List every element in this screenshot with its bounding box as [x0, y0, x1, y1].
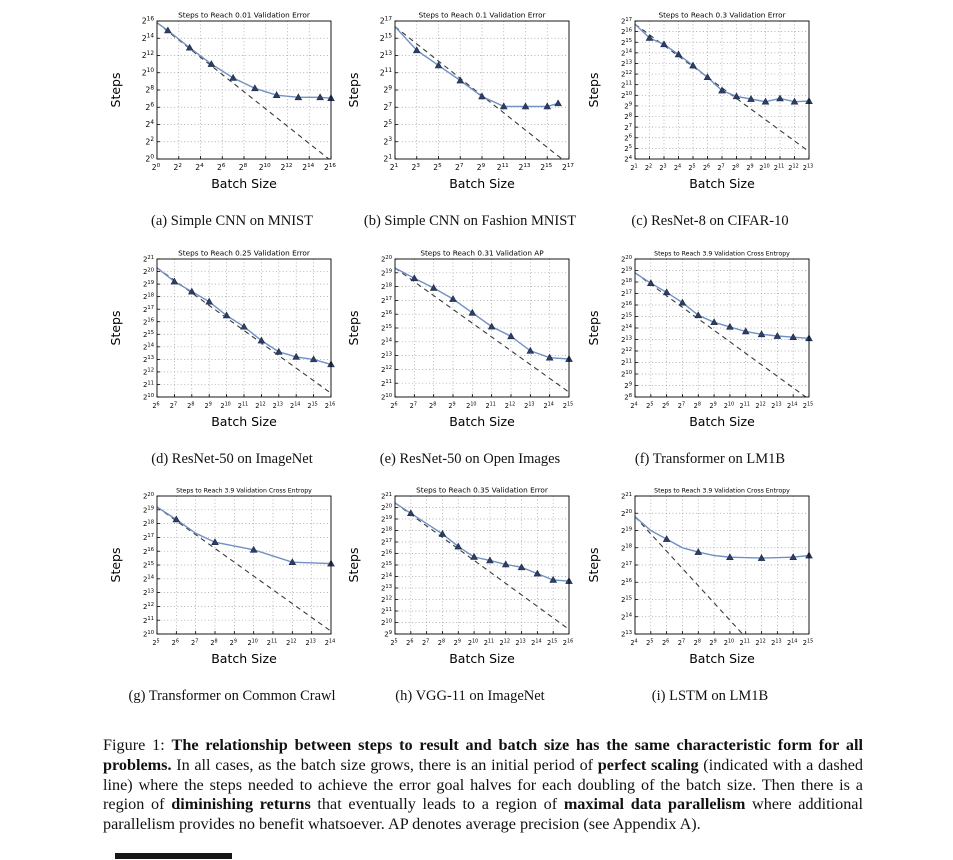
subplot-h-caption: (h) VGG-11 on ImageNet	[395, 688, 545, 704]
svg-text:212: $2^{12}$	[380, 595, 392, 605]
svg-text:210: $2^{10}$	[723, 401, 735, 410]
svg-text:27: $2^7$	[421, 638, 430, 647]
svg-text:218: $2^{18}$	[620, 543, 632, 553]
svg-text:210: $2^{10}$	[620, 369, 632, 379]
svg-text:219: $2^{19}$	[142, 279, 154, 289]
svg-text:221: $2^{21}$	[380, 491, 392, 501]
subplot-e	[345, 246, 595, 468]
svg-text:211: $2^{11}$	[379, 68, 392, 78]
subplot-i-chart	[585, 483, 835, 675]
svg-text:214: $2^{14}$	[620, 612, 632, 622]
subplot-i-ylabel: Steps	[586, 547, 601, 583]
svg-text:27: $2^7$	[455, 162, 464, 172]
svg-text:215: $2^{15}$	[380, 323, 392, 333]
svg-text:24: $2^4$	[145, 119, 154, 130]
svg-text:26: $2^6$	[702, 163, 711, 172]
svg-text:22: $2^2$	[644, 163, 653, 172]
svg-text:210: $2^{10}$	[142, 392, 154, 402]
svg-text:23: $2^3$	[659, 163, 667, 172]
subplot-a-ylabel: Steps	[108, 72, 123, 108]
svg-text:29: $2^9$	[624, 101, 632, 111]
svg-text:29: $2^9$	[384, 629, 392, 639]
svg-text:214: $2^{14}$	[543, 401, 554, 410]
svg-text:26: $2^6$	[152, 401, 160, 410]
svg-text:212: $2^{12}$	[499, 638, 510, 647]
svg-text:211: $2^{11}$	[483, 638, 495, 647]
svg-text:215: $2^{15}$	[620, 595, 632, 605]
svg-text:26: $2^6$	[624, 133, 632, 143]
svg-text:214: $2^{14}$	[620, 323, 632, 333]
svg-text:213: $2^{13}$	[620, 59, 632, 69]
svg-text:214: $2^{14}$	[289, 401, 301, 410]
subplot-c-xlabel: Batch Size	[689, 176, 755, 191]
svg-text:29: $2^9$	[476, 162, 486, 172]
subplot-f-caption: (f) Transformer on LM1B	[634, 451, 786, 467]
subplot-f-xlabel: Batch Size	[689, 414, 755, 429]
subplot-h-title: Steps to Reach 0.35 Validation Error	[416, 485, 548, 495]
svg-text:217: $2^{17}$	[380, 296, 392, 305]
svg-text:211: $2^{11}$	[496, 162, 509, 172]
svg-text:215: $2^{15}$	[307, 401, 318, 410]
subplot-e-chart	[345, 246, 595, 438]
svg-text:216: $2^{16}$	[324, 162, 336, 172]
svg-text:24: $2^4$	[630, 638, 638, 647]
bottom-bar	[115, 853, 232, 859]
svg-text:213: $2^{13}$	[380, 583, 392, 593]
svg-text:214: $2^{14}$	[142, 574, 154, 584]
svg-text:29: $2^9$	[204, 401, 212, 410]
subplot-c-title: Steps to Reach 0.3 Validation Error	[658, 10, 786, 20]
svg-text:216: $2^{16}$	[141, 16, 154, 26]
svg-text:211: $2^{11}$	[380, 606, 392, 616]
svg-text:29: $2^9$	[383, 85, 392, 95]
svg-text:21: $2^1$	[383, 154, 392, 164]
svg-text:215: $2^{15}$	[546, 638, 558, 647]
svg-text:214: $2^{14}$	[302, 162, 315, 172]
svg-text:213: $2^{13}$	[305, 638, 316, 647]
svg-text:212: $2^{12}$	[788, 163, 799, 172]
svg-text:21: $2^1$	[630, 163, 638, 172]
svg-text:213: $2^{13}$	[272, 401, 284, 410]
svg-text:215: $2^{15}$	[379, 33, 392, 43]
svg-text:217: $2^{17}$	[620, 560, 632, 570]
svg-text:27: $2^7$	[383, 102, 392, 112]
svg-text:216: $2^{16}$	[620, 27, 632, 37]
svg-text:29: $2^9$	[448, 401, 456, 410]
subplot-i-xlabel: Batch Size	[689, 651, 755, 666]
subplot-g	[107, 483, 357, 705]
svg-text:210: $2^{10}$	[142, 629, 154, 639]
svg-text:217: $2^{17}$	[562, 162, 574, 172]
svg-text:215: $2^{15}$	[802, 638, 814, 647]
svg-text:25: $2^5$	[152, 638, 160, 647]
svg-text:28: $2^8$	[731, 163, 740, 172]
subplot-e-ylabel: Steps	[346, 310, 361, 346]
svg-text:28: $2^8$	[693, 401, 701, 410]
subplot-b-xlabel: Batch Size	[449, 176, 515, 191]
svg-text:211: $2^{11}$	[739, 638, 750, 647]
svg-text:210: $2^{10}$	[258, 162, 271, 172]
subplot-d	[107, 246, 357, 468]
svg-text:25: $2^5$	[646, 401, 654, 410]
svg-text:27: $2^7$	[624, 122, 632, 132]
svg-text:213: $2^{13}$	[771, 638, 782, 647]
subplot-g-chart	[107, 483, 357, 675]
svg-text:220: $2^{20}$	[620, 254, 632, 264]
svg-text:219: $2^{19}$	[620, 526, 632, 536]
subplot-i-title: Steps to Reach 3.9 Validation Cross Entropy	[654, 487, 790, 495]
svg-text:28: $2^8$	[145, 85, 154, 95]
svg-text:210: $2^{10}$	[620, 91, 632, 100]
svg-text:25: $2^5$	[433, 162, 442, 172]
svg-text:24: $2^4$	[195, 162, 204, 172]
svg-text:25: $2^5$	[390, 638, 398, 647]
subplot-g-title: Steps to Reach 3.9 Validation Cross Entropy	[176, 487, 312, 495]
svg-text:23: $2^3$	[411, 162, 420, 172]
svg-text:220: $2^{20}$	[142, 267, 154, 277]
svg-text:23: $2^3$	[383, 137, 392, 147]
svg-text:27: $2^7$	[677, 401, 686, 410]
subplot-f-title: Steps to Reach 3.9 Validation Cross Entropy	[654, 250, 790, 258]
svg-text:210: $2^{10}$	[380, 618, 392, 628]
svg-text:213: $2^{13}$	[518, 162, 531, 172]
svg-text:220: $2^{20}$	[620, 509, 632, 518]
svg-text:28: $2^8$	[210, 638, 218, 647]
svg-text:215: $2^{15}$	[620, 312, 632, 322]
svg-text:217: $2^{17}$	[142, 533, 154, 542]
svg-text:26: $2^6$	[171, 638, 179, 647]
svg-text:215: $2^{15}$	[802, 401, 814, 410]
svg-text:218: $2^{18}$	[142, 519, 154, 529]
caption-segment: Figure 1:	[103, 736, 172, 755]
svg-text:217: $2^{17}$	[620, 289, 632, 299]
svg-text:215: $2^{15}$	[142, 330, 154, 339]
svg-text:212: $2^{12}$	[255, 401, 266, 410]
svg-text:28: $2^8$	[238, 162, 248, 172]
caption-segment: that eventually leads to a region of	[310, 795, 564, 814]
svg-text:215: $2^{15}$	[562, 401, 574, 410]
svg-text:215: $2^{15}$	[142, 560, 154, 570]
svg-text:213: $2^{13}$	[142, 588, 154, 598]
svg-text:215: $2^{15}$	[620, 38, 632, 47]
subplot-a-title: Steps to Reach 0.01 Validation Error	[178, 10, 310, 20]
svg-text:210: $2^{10}$	[723, 638, 735, 647]
subplot-e-title: Steps to Reach 0.31 Validation AP	[420, 248, 544, 258]
svg-text:211: $2^{11}$	[380, 379, 392, 388]
svg-text:212: $2^{12}$	[286, 638, 297, 647]
svg-text:211: $2^{11}$	[142, 380, 154, 390]
svg-text:24: $2^4$	[673, 163, 682, 172]
svg-text:210: $2^{10}$	[380, 392, 392, 402]
subplot-f-chart	[585, 246, 835, 438]
svg-text:216: $2^{16}$	[380, 549, 392, 559]
svg-text:214: $2^{14}$	[620, 48, 632, 58]
svg-text:221: $2^{21}$	[620, 491, 632, 501]
caption-segment: In all cases, as the batch size grows, there is an initial period of	[171, 755, 598, 774]
subplot-h-xlabel: Batch Size	[449, 651, 515, 666]
subplot-f	[585, 246, 835, 468]
svg-text:211: $2^{11}$	[266, 638, 278, 647]
svg-text:212: $2^{12}$	[755, 638, 766, 647]
svg-text:215: $2^{15}$	[540, 162, 553, 172]
svg-text:219: $2^{19}$	[620, 266, 632, 276]
svg-text:212: $2^{12}$	[380, 365, 392, 374]
svg-text:24: $2^4$	[624, 154, 632, 164]
subplot-c	[585, 8, 835, 230]
subplot-b	[345, 8, 595, 230]
svg-text:211: $2^{11}$	[485, 401, 496, 410]
svg-text:27: $2^7$	[717, 163, 725, 172]
subplot-g-caption: (g) Transformer on Common Crawl	[128, 688, 336, 704]
subplot-h	[345, 483, 595, 705]
svg-text:26: $2^6$	[661, 638, 670, 647]
svg-text:214: $2^{14}$	[324, 638, 336, 647]
subplot-e-xlabel: Batch Size	[449, 414, 515, 429]
svg-text:213: $2^{13}$	[515, 638, 526, 647]
svg-text:210: $2^{10}$	[220, 401, 231, 410]
svg-text:211: $2^{11}$	[142, 616, 154, 625]
svg-text:217: $2^{17}$	[380, 537, 392, 547]
svg-text:220: $2^{20}$	[380, 503, 392, 513]
svg-text:29: $2^9$	[746, 163, 754, 172]
subplot-h-chart	[345, 483, 595, 675]
svg-text:28: $2^8$	[693, 638, 701, 647]
svg-text:29: $2^9$	[229, 638, 237, 647]
subplot-b-caption: (b) Simple CNN on Fashion MNIST	[363, 213, 577, 229]
subplot-c-caption: (c) ResNet-8 on CIFAR-10	[631, 213, 789, 229]
svg-text:214: $2^{14}$	[380, 572, 392, 582]
svg-text:212: $2^{12}$	[142, 367, 154, 377]
subplot-i-caption: (i) LSTM on LM1B	[651, 688, 769, 704]
svg-text:218: $2^{18}$	[620, 277, 632, 287]
svg-text:216: $2^{16}$	[620, 300, 632, 310]
svg-text:216: $2^{16}$	[380, 310, 392, 319]
caption-bold-segment: diminishing returns	[171, 795, 311, 814]
svg-text:211: $2^{11}$	[773, 163, 785, 172]
subplot-f-ylabel: Steps	[586, 310, 601, 346]
svg-text:219: $2^{19}$	[380, 514, 392, 524]
svg-text:25: $2^5$	[383, 119, 392, 130]
svg-text:26: $2^6$	[145, 102, 154, 112]
svg-text:24: $2^4$	[630, 401, 638, 410]
svg-text:28: $2^8$	[429, 401, 437, 410]
svg-text:26: $2^6$	[406, 638, 414, 647]
subplot-g-ylabel: Steps	[108, 547, 123, 583]
caption-bold-segment: The relationship between steps to result and batch size has the same characteristic form for all problems.	[103, 736, 863, 774]
subplot-a-caption: (a) Simple CNN on MNIST	[151, 213, 313, 229]
subplot-i	[585, 483, 835, 705]
svg-text:216: $2^{16}$	[562, 638, 574, 647]
svg-text:27: $2^7$	[409, 401, 417, 410]
svg-text:218: $2^{18}$	[380, 526, 392, 536]
svg-text:217: $2^{17}$	[142, 304, 154, 314]
svg-text:28: $2^8$	[437, 638, 446, 647]
svg-text:219: $2^{19}$	[380, 268, 392, 278]
svg-text:211: $2^{11}$	[620, 80, 632, 90]
caption-bold-segment: maximal data parallelism	[563, 795, 746, 814]
svg-text:210: $2^{10}$	[759, 163, 770, 172]
svg-text:216: $2^{16}$	[142, 317, 154, 327]
svg-text:213: $2^{13}$	[524, 401, 535, 410]
caption-segment: (indicated with a dashed line) where the steps needed to achieve the error goal halves for each doubling of the batch size. Then there is a region of	[103, 755, 863, 814]
svg-text:210: $2^{10}$	[467, 638, 479, 647]
svg-text:214: $2^{14}$	[786, 638, 798, 647]
svg-text:213: $2^{13}$	[380, 351, 392, 361]
svg-text:213: $2^{13}$	[379, 50, 392, 61]
svg-text:212: $2^{12}$	[141, 50, 154, 61]
svg-text:28: $2^8$	[624, 112, 632, 122]
subplot-c-ylabel: Steps	[586, 72, 601, 108]
svg-text:214: $2^{14}$	[786, 401, 798, 410]
svg-text:211: $2^{11}$	[739, 401, 750, 410]
svg-text:218: $2^{18}$	[142, 292, 154, 302]
svg-text:216: $2^{16}$	[620, 578, 632, 587]
subplot-d-xlabel: Batch Size	[211, 414, 277, 429]
svg-text:212: $2^{12}$	[620, 69, 632, 79]
svg-text:29: $2^9$	[453, 638, 461, 647]
svg-text:210: $2^{10}$	[247, 638, 258, 647]
subplot-a	[107, 8, 357, 230]
caption-bold-segment: perfect scaling	[597, 755, 699, 774]
svg-text:212: $2^{12}$	[142, 602, 154, 611]
svg-text:27: $2^7$	[191, 638, 199, 647]
svg-text:212: $2^{12}$	[280, 162, 293, 172]
subplot-b-title: Steps to Reach 0.1 Validation Error	[418, 10, 546, 20]
svg-text:29: $2^9$	[624, 381, 632, 391]
svg-text:221: $2^{21}$	[142, 254, 154, 264]
subplot-g-xlabel: Batch Size	[211, 651, 277, 666]
svg-text:217: $2^{17}$	[620, 16, 632, 26]
subplot-d-title: Steps to Reach 0.25 Validation Error	[178, 248, 310, 258]
svg-text:216: $2^{16}$	[142, 547, 154, 556]
svg-text:29: $2^9$	[709, 638, 717, 647]
svg-text:220: $2^{20}$	[380, 254, 392, 264]
svg-text:214: $2^{14}$	[380, 337, 392, 347]
svg-text:27: $2^7$	[169, 401, 178, 410]
svg-text:214: $2^{14}$	[531, 638, 542, 647]
subplot-h-ylabel: Steps	[346, 547, 361, 583]
svg-text:26: $2^6$	[217, 162, 226, 172]
svg-text:211: $2^{11}$	[237, 401, 249, 410]
svg-text:213: $2^{13}$	[142, 355, 154, 364]
svg-text:28: $2^8$	[187, 401, 195, 410]
svg-text:211: $2^{11}$	[620, 358, 632, 368]
svg-text:212: $2^{12}$	[620, 346, 632, 356]
subplot-c-chart	[585, 8, 835, 200]
svg-text:25: $2^5$	[646, 638, 654, 647]
subplot-b-chart	[345, 8, 595, 200]
svg-text:213: $2^{13}$	[620, 629, 632, 639]
subplot-d-chart	[107, 246, 357, 438]
svg-text:213: $2^{13}$	[802, 163, 814, 172]
svg-text:217: $2^{17}$	[379, 16, 392, 26]
svg-text:214: $2^{14}$	[142, 342, 154, 352]
subplot-b-ylabel: Steps	[346, 72, 361, 108]
svg-text:212: $2^{12}$	[755, 401, 766, 410]
caption-segment: where additional parallelism provides no benefit whatsoever. AP denotes average precision (see Appendix A).	[103, 795, 863, 833]
svg-text:218: $2^{18}$	[380, 282, 392, 292]
svg-text:212: $2^{12}$	[504, 401, 516, 410]
svg-text:220: $2^{20}$	[142, 491, 154, 501]
subplot-d-caption: (d) ResNet-50 on ImageNet	[151, 451, 313, 467]
svg-text:22: $2^2$	[173, 162, 182, 172]
svg-text:28: $2^8$	[624, 392, 632, 402]
svg-text:215: $2^{15}$	[380, 560, 392, 570]
subplot-a-xlabel: Batch Size	[211, 176, 277, 191]
subplot-e-caption: (e) ResNet-50 on Open Images	[379, 451, 561, 467]
svg-text:219: $2^{19}$	[142, 505, 154, 515]
svg-text:25: $2^5$	[688, 163, 696, 172]
svg-text:26: $2^6$	[390, 401, 398, 410]
svg-text:210: $2^{10}$	[466, 401, 477, 410]
svg-text:20: $2^0$	[151, 162, 161, 172]
svg-text:213: $2^{13}$	[620, 335, 632, 345]
svg-text:210: $2^{10}$	[141, 68, 154, 78]
subplot-a-chart	[107, 8, 357, 200]
subplot-d-ylabel: Steps	[108, 310, 123, 346]
svg-text:26: $2^6$	[661, 401, 670, 410]
svg-text:22: $2^2$	[145, 137, 154, 147]
svg-text:20: $2^0$	[145, 154, 154, 164]
svg-text:213: $2^{13}$	[771, 401, 782, 410]
svg-text:214: $2^{14}$	[141, 33, 154, 43]
svg-text:25: $2^5$	[624, 144, 632, 153]
svg-text:21: $2^1$	[389, 162, 399, 172]
figure-caption	[103, 736, 863, 835]
svg-text:27: $2^7$	[677, 638, 686, 647]
svg-text:216: $2^{16}$	[324, 401, 336, 410]
svg-text:29: $2^9$	[709, 401, 717, 410]
